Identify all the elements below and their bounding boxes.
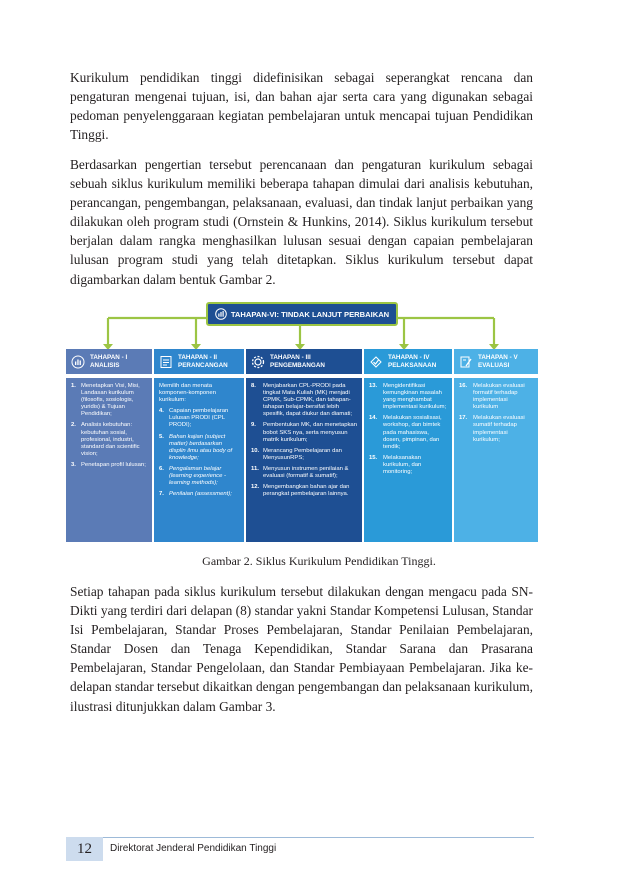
- stage-2-header: [154, 349, 244, 374]
- stage-4-content: [364, 378, 452, 542]
- stage-3-header: [246, 349, 362, 374]
- list-intro: Memilih dan menata komponen-komponen kurikulum:: [159, 383, 216, 404]
- paragraph-3: Setiap tahapan pada siklus kurikulum tersebut dilakukan dengan mengacu pada SN-Dikti yang terdiri dari delapan (8) standar yakni Standar Kompetensi Lulusan, Standar Isi Pembelajaran, Standar Proses Pembelajaran, Standar Penilaian Pembelajaran, Standar Dosen dan Tenaga Kependidikan, Standar Sarana dan Prasarana Pembelajaran, Standar Pengelolaan, dan Standar Pembiayaan Pembelajaran. Jika ke-delapan standar tersebut dikaitkan dengan pengembangan dan pelaksanaan kurikulum, ilustrasi ditunjukkan dalam Gambar 3.: [70, 584, 533, 714]
- item-text: Melakukan evaluasi formatif terhadap implementasi kurikulum: [473, 383, 525, 411]
- stage-6-banner: [206, 302, 398, 326]
- curriculum-cycle-figure: [66, 296, 538, 542]
- paragraph-1: Kurikulum pendidikan tinggi didefinisikan sebagai seperangkat rencana dan pengaturan mengenai tujuan, isi, dan bahan ajar serta cara yang digunakan sebagai pedoman penyelenggaraan kegiatan pembelajaran untuk mencapai tujuan Pendidikan Tinggi.: [70, 70, 533, 143]
- stage-4-subtitle: PELAKSANAAN: [388, 361, 437, 369]
- item-number: 1.: [71, 383, 76, 389]
- item-number: 15.: [369, 454, 378, 461]
- item-text: Melakukan evaluasi sumatif terhadap implementasi kurikulum;: [473, 415, 525, 443]
- item-number: 9.: [251, 422, 256, 429]
- stage-3-content: [246, 378, 362, 542]
- figure-caption: Gambar 2. Siklus Kurikulum Pendidikan Tinggi.: [202, 554, 436, 568]
- item-text: Pengalaman belajar (learning experience - learning methods);: [169, 465, 226, 487]
- list-item: [159, 408, 239, 429]
- item-text: Analisis kebutuhan: kebutuhan sosial, profesional, industri, standard dan scientific vision;: [81, 422, 140, 457]
- stage-2-subtitle: PERANCANGAN: [178, 361, 228, 369]
- footer-divider: [66, 837, 534, 838]
- list-item: [251, 422, 357, 443]
- list-item: [251, 466, 357, 480]
- stage-3-title: TAHAPAN - III: [270, 354, 311, 361]
- list-item: [251, 383, 357, 418]
- stage-1-header: [66, 349, 152, 374]
- item-number: 12.: [251, 484, 260, 491]
- list-item: [159, 491, 239, 498]
- stage-5-content: [454, 378, 538, 542]
- item-text: Penilaian (assessment);: [169, 491, 232, 498]
- item-number: 3.: [71, 461, 76, 468]
- item-number: 10.: [251, 447, 260, 454]
- stage-1-subtitle: ANALISIS: [90, 361, 120, 369]
- item-text: Menjabarkan CPL-PRODI pada tingkat Mata Kuliah (MK) menjadi CPMK, Sub-CPMK, dan tahapan-tahapan belajar-bersifat lebih spesifik, dapat diukur dan diamati;: [263, 383, 353, 418]
- item-number: 7.: [159, 491, 164, 498]
- item-number: 11.: [251, 465, 259, 472]
- stage-4-header: [364, 349, 452, 374]
- evaluation-icon: [459, 355, 473, 369]
- list-item: [71, 383, 147, 418]
- item-number: 2.: [71, 422, 76, 429]
- item-text: Penetapan profil lulusan;: [81, 461, 146, 468]
- paragraph-2: Berdasarkan pengertian tersebut perencanaan dan pengaturan kurikulum sebagai sebuah siklus kurikulum memiliki beberapa tahapan dimulai dari analisis kebutuhan, perancangan, pengembangan, pelaksanaan, evaluasi, dan tindak lanjut perbaikan yang dilakukan oleh program studi (Ornstein & Hunkins, 2014). Siklus kurikulum tersebut berjalan dalam rangka menghasilkan lulusan sesuai dengan capaian pembelajaran lulusan program studi yang telah ditetapkan. Siklus kurikulum tersebut dapat digambarkan dalam bentuk Gambar 2.: [70, 157, 533, 287]
- item-text: Mengidentifikasi kemungkinan masalah yang menghambat implementasi kurikulum;: [383, 383, 447, 411]
- item-text: Melakukan sosialisasi, workshop, dan bimtek pada mahasiswa, dosen, pimpinan, dan tendik;: [383, 415, 442, 450]
- stage-5-subtitle: EVALUASI: [478, 361, 510, 369]
- chart-icon: [215, 308, 227, 320]
- page-number: 12: [66, 837, 103, 861]
- item-text: Merancang Pembelajaran dan MenyusunRPS;: [263, 447, 342, 461]
- list-item: [159, 434, 239, 462]
- implementation-icon: [369, 355, 383, 369]
- item-text: Bahan kajian (subject matter) berdasarkan displin ilmu atau body of knowledge;: [169, 433, 233, 461]
- stage-5-title: TAHAPAN - V: [478, 354, 518, 361]
- stage-1-content: [66, 378, 152, 542]
- list-item: [251, 484, 357, 498]
- stage-2-content: [154, 378, 244, 542]
- stage-4-title: TAHAPAN - IV: [388, 354, 430, 361]
- item-number: 16.: [459, 383, 468, 389]
- item-text: Pembentukan MK, dan menetapkan bobot SKS nya, serta menyusun matrik kurikulum;: [263, 422, 357, 443]
- item-text: Menyusun instrumen penilaian & evaluasi (formatif & sumatif);: [263, 465, 349, 480]
- footer-text: Direktorat Jenderal Pendidikan Tinggi: [110, 843, 277, 854]
- stage-3-subtitle: PENGEMBANGAN: [270, 361, 325, 369]
- item-number: 17.: [459, 415, 468, 422]
- item-number: 13.: [369, 383, 378, 389]
- list-item: [159, 466, 239, 487]
- list-item: [251, 448, 357, 462]
- analysis-icon: [71, 355, 85, 369]
- list-item: [369, 455, 447, 476]
- list-item: [71, 462, 147, 469]
- item-number: 8.: [251, 383, 256, 389]
- item-number: 6.: [159, 465, 164, 472]
- design-icon: [159, 355, 173, 369]
- item-text: Menetapkan Visi, Misi, Landasan kurikulum (filosofis, sosiologis, yuridis) & Tujuan Pendidikan;: [81, 383, 140, 418]
- item-number: 4.: [159, 408, 164, 415]
- stage-6-label: TAHAPAN-VI: TINDAK LANJUT PERBAIKAN: [230, 309, 390, 319]
- item-number: 5.: [159, 433, 164, 440]
- list-item: [459, 415, 533, 443]
- stage-2-title: TAHAPAN - II: [178, 354, 217, 361]
- gear-icon: [251, 355, 265, 369]
- list-item: [369, 415, 447, 450]
- item-text: Mengembangkan bahan ajar dan perangkat pembelajaran lainnya.: [263, 484, 350, 498]
- stage-5-header: [454, 349, 538, 374]
- stage-1-title: TAHAPAN - I: [90, 354, 128, 361]
- item-text: Melaksanakan kurikulum, dan monitoring;: [383, 454, 422, 476]
- list-item: [71, 422, 147, 457]
- item-number: 14.: [369, 415, 378, 422]
- list-item: [459, 383, 533, 411]
- item-text: Capaian pembelajaran Lulusan PRODI (CPL PRODI);: [169, 408, 229, 429]
- list-item: [369, 383, 447, 411]
